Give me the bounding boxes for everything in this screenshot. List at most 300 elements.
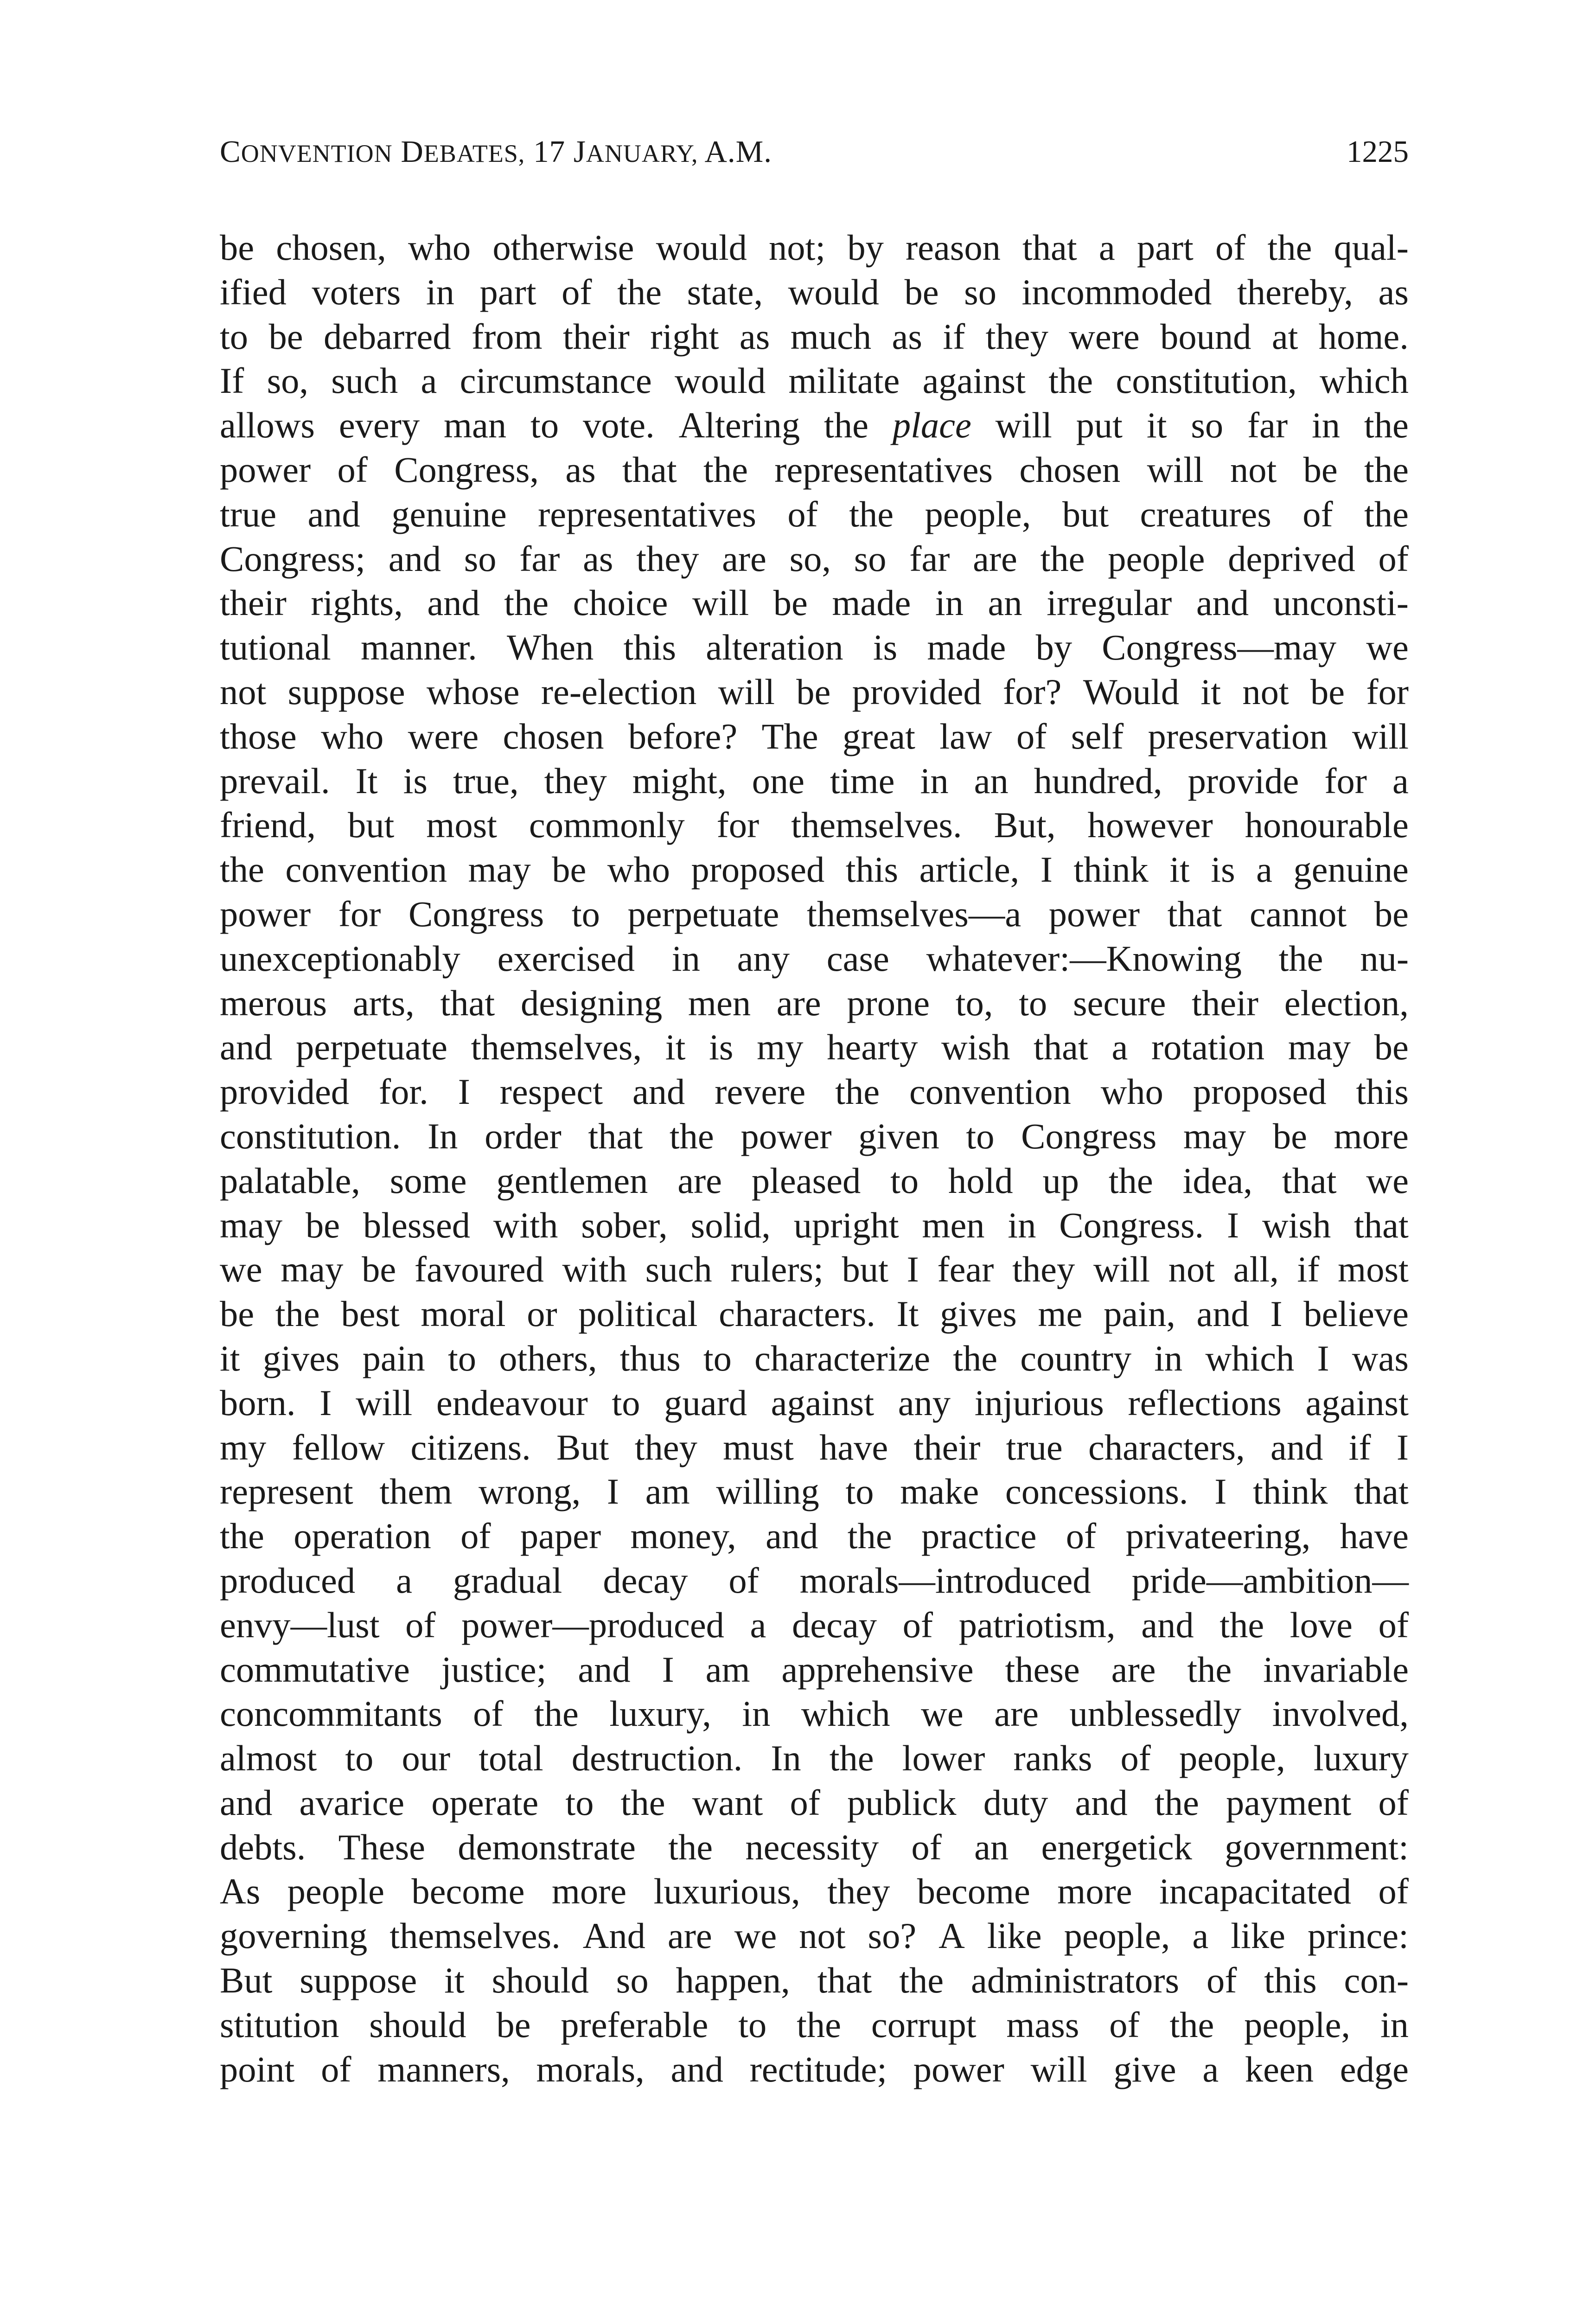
word: gives	[940, 1294, 1017, 1334]
word: that	[440, 982, 495, 1023]
word: case	[826, 938, 889, 979]
word: unblessedly	[1069, 1693, 1242, 1734]
word: election,	[1284, 982, 1409, 1023]
word: this	[1264, 1960, 1317, 2001]
word: were	[408, 716, 479, 756]
word: characters,	[1088, 1427, 1245, 1467]
word: keen	[1245, 2049, 1314, 2089]
word: of	[562, 271, 592, 312]
word: and	[766, 1516, 818, 1557]
word: the	[797, 2004, 842, 2045]
word: Congress,	[394, 449, 539, 490]
word: and	[307, 493, 360, 534]
word: convention	[909, 1071, 1071, 1112]
word: we	[1366, 1160, 1409, 1201]
word: irregular	[1047, 583, 1172, 623]
word: which	[1205, 1338, 1295, 1378]
word: are	[667, 1915, 712, 1956]
word: the	[504, 583, 549, 623]
text-line	[220, 847, 1409, 892]
text-line	[220, 714, 1409, 759]
word: stitution	[220, 2004, 339, 2045]
word: blessed	[363, 1204, 471, 1245]
word: almost	[220, 1738, 317, 1779]
text-line	[220, 1247, 1409, 1292]
word: for.	[378, 1071, 428, 1112]
text-line	[220, 2047, 1409, 2092]
word: wish	[1262, 1204, 1331, 1245]
word: suppose	[287, 671, 405, 712]
word: power	[1048, 893, 1140, 934]
word: but	[842, 1249, 888, 1290]
word: to	[738, 2004, 767, 2045]
word: total	[479, 1738, 543, 1779]
word: manners,	[377, 2049, 510, 2089]
word: so	[464, 538, 497, 579]
word: people,	[925, 493, 1031, 534]
word: so	[854, 538, 887, 579]
word: of	[1378, 1604, 1409, 1645]
text-line	[220, 936, 1409, 981]
word: so,	[267, 360, 309, 401]
word: the	[829, 1738, 874, 1779]
word: As	[220, 1871, 261, 1912]
word: in	[1311, 405, 1341, 446]
word: at	[1271, 316, 1298, 357]
word: that	[1282, 1160, 1337, 1201]
word: for	[1366, 671, 1409, 712]
word: the	[275, 1294, 320, 1334]
word: not;	[769, 227, 826, 268]
word: from	[471, 316, 543, 357]
word: time	[830, 760, 895, 801]
word: exercised	[497, 938, 635, 979]
text-line	[220, 1025, 1409, 1070]
word: characterize	[754, 1338, 931, 1378]
word: might,	[632, 760, 727, 801]
word: rectitude;	[749, 2049, 887, 2089]
word: not	[799, 1915, 846, 1956]
word: moral	[421, 1294, 506, 1334]
word: provided	[220, 1071, 350, 1112]
word: be	[1374, 893, 1409, 934]
word: in	[935, 583, 964, 623]
word: be	[1374, 1027, 1409, 1068]
word: proposed	[1193, 1071, 1327, 1112]
word: who	[1100, 1071, 1163, 1112]
word: order	[485, 1115, 562, 1156]
word: representatives	[774, 449, 993, 490]
word: tutional	[220, 627, 331, 668]
word: perpetuate	[296, 1027, 447, 1068]
word: prince:	[1307, 1915, 1409, 1956]
word: creatures	[1140, 493, 1271, 534]
word: for?	[1003, 671, 1062, 712]
word: a	[1111, 1027, 1128, 1068]
running-head-debates-rest: EBATES,	[423, 140, 525, 167]
text-line	[220, 759, 1409, 803]
word: of	[473, 1693, 504, 1734]
word: true	[220, 493, 277, 534]
word: who	[408, 227, 471, 268]
word: some	[389, 1160, 467, 1201]
word: commutative	[220, 1649, 410, 1690]
word: invariable	[1263, 1649, 1409, 1690]
word: which	[801, 1693, 890, 1734]
word: convention	[285, 849, 447, 890]
word: con-	[1344, 1960, 1409, 2001]
word: provide	[1187, 760, 1299, 801]
word: the	[849, 493, 894, 534]
word: to	[220, 316, 249, 357]
word: were	[1069, 316, 1140, 357]
word: pain,	[1104, 1294, 1175, 1334]
word: every	[338, 405, 420, 446]
word: of	[1215, 227, 1246, 268]
word: unexceptionably	[220, 938, 460, 979]
word: But	[220, 1960, 273, 2001]
word: will	[1352, 716, 1409, 756]
word: chosen	[503, 716, 604, 756]
text-line	[220, 1381, 1409, 1425]
word: with	[493, 1204, 558, 1245]
word: may	[468, 849, 531, 890]
word: is	[709, 1027, 734, 1068]
word: much	[790, 316, 872, 357]
word: will	[1147, 449, 1204, 490]
text-line	[220, 1203, 1409, 1248]
text-line	[220, 1469, 1409, 1514]
word: preservation	[1148, 716, 1328, 756]
word: be	[796, 671, 831, 712]
word: power	[220, 449, 311, 490]
word: it	[1169, 849, 1190, 890]
word: thus	[619, 1338, 681, 1378]
word: so	[964, 271, 996, 312]
word: great	[843, 716, 915, 756]
body-text	[220, 225, 1409, 2091]
word: operate	[431, 1782, 539, 1823]
word: have	[819, 1427, 888, 1467]
word: edge	[1340, 2049, 1409, 2089]
word: not	[220, 671, 267, 712]
word: privateering,	[1125, 1516, 1311, 1557]
word: of	[321, 2049, 351, 2089]
word: of	[787, 493, 818, 534]
word: genuine	[1293, 849, 1409, 890]
word: one	[752, 760, 804, 801]
word: may	[220, 1204, 283, 1245]
word: I	[1396, 1427, 1409, 1467]
word: produced	[220, 1560, 356, 1601]
word: If	[220, 360, 244, 401]
word: best	[341, 1294, 400, 1334]
word: happen,	[676, 1960, 790, 2001]
word: give	[1113, 2049, 1176, 2089]
word: avarice	[299, 1782, 405, 1823]
word: incapacitated	[1159, 1871, 1352, 1912]
word: nu-	[1360, 938, 1409, 979]
word: But,	[994, 805, 1056, 846]
text-line	[220, 537, 1409, 581]
word: hundred,	[1034, 760, 1162, 801]
word: as	[739, 316, 770, 357]
word: have	[1340, 1516, 1409, 1557]
word: if	[943, 316, 965, 357]
word: of	[911, 1826, 942, 1867]
word: revere	[715, 1071, 806, 1112]
word: and	[1141, 1604, 1194, 1645]
word: themselves.	[389, 1915, 561, 1956]
text-line	[220, 1869, 1409, 1914]
word: corrupt	[871, 2004, 977, 2045]
word: paper	[520, 1516, 601, 1557]
word: they	[1012, 1249, 1075, 1290]
text-line	[220, 1825, 1409, 1870]
word: think	[1073, 849, 1149, 890]
word: in	[1380, 2004, 1409, 2045]
running-head-day: 17	[533, 135, 566, 169]
text-line	[220, 981, 1409, 1025]
word: home.	[1318, 316, 1409, 357]
text-line	[220, 581, 1409, 625]
word: genuine	[391, 493, 507, 534]
word: injurious	[974, 1382, 1104, 1423]
word: in	[426, 271, 454, 312]
word: vote.	[582, 405, 655, 446]
word: and	[1075, 1782, 1128, 1823]
word: of	[1109, 2004, 1140, 2045]
word: all,	[1233, 1249, 1279, 1290]
word: endeavour	[436, 1382, 588, 1423]
word: I	[1270, 1294, 1283, 1334]
word: favoured	[414, 1249, 544, 1290]
word: would	[656, 227, 747, 268]
word: choice	[573, 583, 668, 623]
word: necessity	[745, 1826, 879, 1867]
word: would	[788, 271, 879, 312]
word: an	[988, 583, 1022, 623]
word: palatable,	[220, 1160, 360, 1201]
word: the	[1169, 2004, 1214, 2045]
word: government:	[1225, 1826, 1409, 1867]
word: patriotism,	[958, 1604, 1116, 1645]
running-head-convention-initial: C	[220, 135, 241, 169]
word: the	[1278, 938, 1323, 979]
word: before?	[628, 716, 738, 756]
word: publick	[847, 1782, 957, 1823]
word: most	[1338, 1249, 1409, 1290]
word: merous	[220, 982, 327, 1023]
word: as	[892, 316, 922, 357]
word: be	[306, 1204, 340, 1245]
word: we	[1366, 627, 1409, 668]
word: it	[220, 1338, 240, 1378]
word: their	[562, 316, 630, 357]
word: the	[617, 271, 662, 312]
word: are	[677, 1160, 722, 1201]
word: In	[428, 1115, 458, 1156]
word: will	[1093, 1249, 1150, 1290]
word: chosen,	[276, 227, 386, 268]
word: the	[1154, 1782, 1199, 1823]
word: The	[761, 716, 818, 756]
word: and	[427, 583, 480, 623]
word: my	[220, 1427, 267, 1467]
word: people,	[1179, 1738, 1285, 1779]
word: themselves.	[791, 805, 962, 846]
word: allows	[220, 405, 315, 446]
word: chosen	[1019, 449, 1121, 490]
word: they	[634, 1427, 697, 1467]
word: upright	[793, 1204, 899, 1245]
word: that	[817, 1960, 872, 2001]
word: representatives	[538, 493, 756, 534]
word: arts,	[352, 982, 415, 1023]
word: circumstance	[460, 360, 652, 401]
word: their	[220, 583, 287, 623]
word: of	[902, 1604, 933, 1645]
text-line	[220, 1781, 1409, 1825]
word: more	[1057, 1871, 1132, 1912]
word: I	[606, 1471, 619, 1512]
word: power	[220, 893, 311, 934]
word: prone	[847, 982, 930, 1023]
word: my	[757, 1027, 804, 1068]
word: the	[1364, 449, 1409, 490]
word: will	[718, 671, 775, 712]
word: a	[1256, 849, 1272, 890]
word: of	[1378, 538, 1409, 579]
word: solid,	[690, 1204, 771, 1245]
word: or	[527, 1294, 557, 1334]
word: And	[582, 1915, 645, 1956]
text-line	[220, 1070, 1409, 1114]
word: power	[741, 1115, 832, 1156]
word: reflections	[1128, 1382, 1282, 1423]
word: the	[220, 1516, 264, 1557]
word: those	[220, 716, 297, 756]
word: are	[994, 1693, 1039, 1734]
word: the	[1187, 1649, 1232, 1690]
word: so	[616, 1960, 649, 2001]
word: the	[534, 1693, 579, 1734]
word: a	[396, 1560, 412, 1601]
word: re-election	[541, 671, 697, 712]
word: people	[1108, 538, 1205, 579]
word: the	[1048, 360, 1093, 401]
word: are	[776, 982, 821, 1023]
word: are	[722, 538, 766, 579]
word: to	[966, 1115, 995, 1156]
word: to	[565, 1782, 594, 1823]
word: make	[900, 1471, 979, 1512]
word: against	[771, 1382, 875, 1423]
text-line	[220, 1292, 1409, 1336]
text-line	[220, 1647, 1409, 1692]
word: secure	[1073, 982, 1166, 1023]
word: is	[403, 760, 428, 801]
word: be	[1310, 671, 1345, 712]
word: constitution,	[1116, 360, 1297, 401]
word: concessions.	[1005, 1471, 1188, 1512]
word: luxurious,	[653, 1871, 800, 1912]
word: characters.	[719, 1294, 875, 1334]
text-line	[220, 1691, 1409, 1736]
word: so?	[868, 1915, 917, 1956]
word: of	[728, 1560, 759, 1601]
word: lower	[902, 1738, 985, 1779]
word: Congress	[1021, 1115, 1157, 1156]
word: militate	[788, 360, 900, 401]
word: point	[220, 2049, 295, 2089]
word: far	[519, 538, 560, 579]
word: mass	[1006, 2004, 1079, 2045]
word: of	[460, 1516, 491, 1557]
word: far	[909, 538, 950, 579]
italic-word: place	[892, 405, 971, 446]
page-number: 1225	[1347, 135, 1409, 169]
word: I	[319, 1382, 332, 1423]
word: that	[622, 449, 677, 490]
text-line	[220, 492, 1409, 537]
word: willing	[716, 1471, 819, 1512]
word: any	[737, 938, 790, 979]
word: involved,	[1272, 1693, 1409, 1734]
word: gentlemen	[496, 1160, 648, 1201]
word: a	[421, 360, 437, 401]
word: proposed	[691, 849, 825, 890]
word: most	[426, 805, 497, 846]
word: by	[847, 227, 884, 268]
word: an	[974, 1826, 1009, 1867]
text-line	[220, 892, 1409, 936]
word: state,	[687, 271, 763, 312]
word: energetick	[1041, 1826, 1192, 1867]
word: their	[1192, 982, 1259, 1023]
word: and	[388, 538, 441, 579]
word: it	[1146, 405, 1167, 446]
text-line	[220, 225, 1409, 270]
word: perpetuate	[627, 893, 779, 934]
word: people	[287, 1871, 384, 1912]
word: would	[674, 360, 766, 401]
word: I	[458, 1071, 470, 1112]
word: to	[1019, 982, 1047, 1023]
word: part	[1136, 227, 1194, 268]
word: incommoded	[1021, 271, 1212, 312]
word: must	[723, 1427, 794, 1467]
word: may	[1288, 1027, 1351, 1068]
word: it	[665, 1027, 686, 1068]
word: them	[379, 1471, 453, 1512]
word: the	[1267, 227, 1312, 268]
word: but	[348, 805, 395, 846]
word: will	[1030, 2049, 1087, 2089]
text-line	[220, 1114, 1409, 1159]
word: debts.	[220, 1826, 306, 1867]
word: they	[827, 1871, 890, 1912]
word: that	[1034, 1027, 1088, 1068]
word: be	[552, 849, 587, 890]
word: envy—lust	[220, 1604, 380, 1645]
word: duty	[983, 1782, 1048, 1823]
word: qual-	[1334, 227, 1409, 268]
word: be	[1272, 1115, 1307, 1156]
word: the	[703, 449, 748, 490]
word: that	[588, 1115, 643, 1156]
word: hearty	[827, 1027, 918, 1068]
